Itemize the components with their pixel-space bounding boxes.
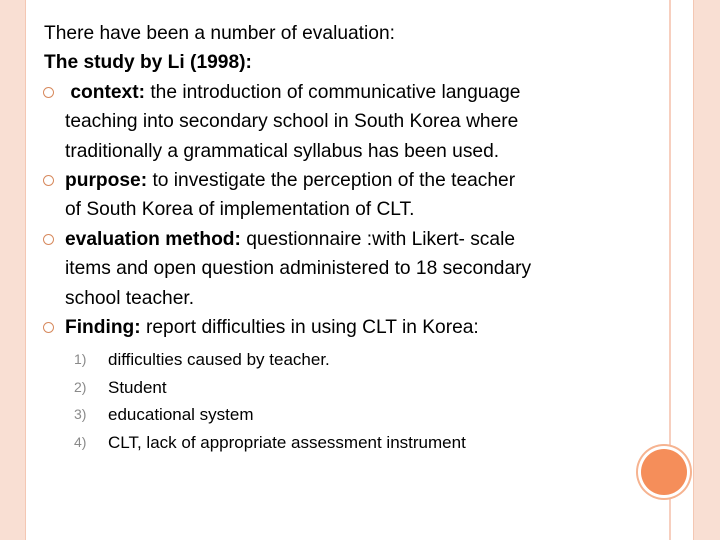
list-item [44,374,604,402]
list-number: 4) [74,433,87,450]
findings-list [44,346,604,456]
circle-bullet-icon [43,87,54,98]
bullet-finding [44,313,604,342]
circle-bullet-icon [43,234,54,245]
bullet-line: traditionally a grammatical syllabus has been used. [65,140,500,162]
bullet-line: questionnaire :with Likert- scale [246,228,516,250]
study-heading: The study by Li (1998): [44,52,252,74]
bullet-purpose [44,166,604,225]
bullet-term: evaluation method: [65,228,241,250]
bullet-context [44,78,604,166]
circle-bullet-icon [43,322,54,333]
list-number: 3) [74,406,87,423]
bullet-term: purpose: [65,170,148,192]
list-text: Student [108,377,167,397]
bullet-evaluation-method [44,225,604,313]
list-text: difficulties caused by teacher. [108,350,330,370]
bullet-line: report difficulties in using CLT in Korea: [146,317,479,339]
slide-body [44,19,604,456]
bullet-term: context: [70,81,145,103]
list-number: 2) [74,378,87,395]
list-text: CLT, lack of appropriate assessment instrument [108,432,466,452]
bullet-line: school teacher. [65,287,195,309]
slide-frame-right [693,0,720,540]
slide-frame-right-edge [693,0,694,540]
bullet-line: teaching into secondary school in South Korea where [65,111,519,133]
slide-frame-left [0,0,26,540]
bullet-line: items and open question administered to 18 secondary [65,258,532,280]
bullet-line: the introduction of communicative language [150,81,521,103]
bullet-line: to investigate the perception of the teacher [152,170,516,192]
bullet-term: Finding: [65,317,141,339]
bullet-line: of South Korea of implementation of CLT. [65,199,415,221]
slide-frame-left-edge [25,0,26,540]
list-item [44,401,604,429]
circle-bullet-icon [43,175,54,186]
intro-text: There have been a number of evaluation: [44,23,395,44]
decorative-circle [641,449,687,495]
list-number: 1) [74,351,87,368]
list-item [44,429,604,457]
list-text: educational system [108,405,254,425]
list-item [44,346,604,374]
